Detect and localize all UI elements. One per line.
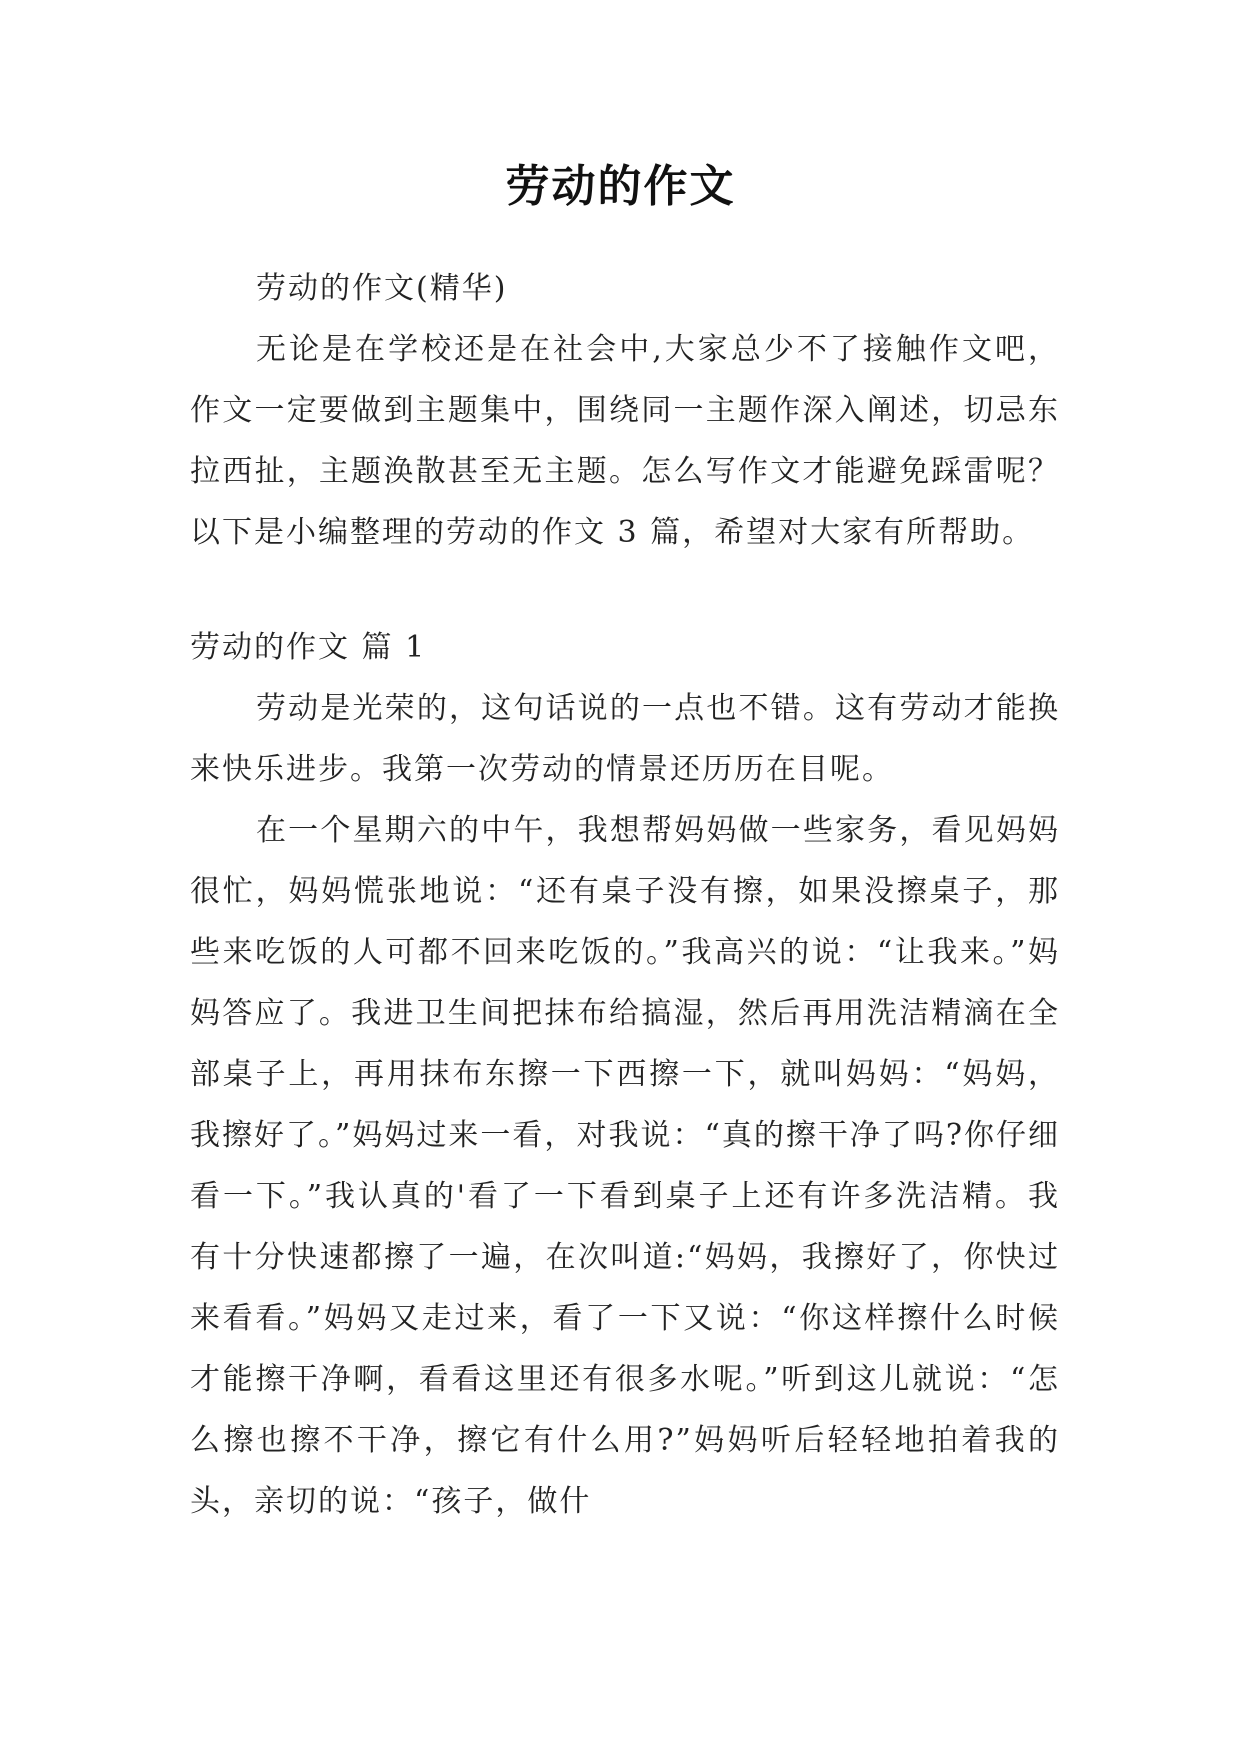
section-heading: 劳动的作文 篇 1 (190, 630, 427, 665)
intro-paragraph: 无论是在学校还是在社会中,大家总少不了接触作文吧，作文一定要做到主题集中，围绕同一主题作深入阐述，切忌东拉西扯，主题涣散甚至无主题。怎么写作文才能避免踩雷呢？以下是小编整理的劳动的作文 3 篇，希望对大家有所帮助。 (190, 332, 1060, 550)
document-subtitle: 劳动的作文(精华) (256, 271, 508, 306)
section-spacer (190, 563, 1060, 617)
body-paragraph: 在一个星期六的中午，我想帮妈妈做一些家务，看见妈妈很忙，妈妈慌张地说：“还有桌子没有擦，如果没擦桌子，那些来吃饭的人可都不回来吃饭的。”我高兴的说：“让我来。”妈妈答应了。我进卫生间把抹布给搞湿，然后再用洗洁精滴在全部桌子上，再用抹布东擦一下西擦一下，就叫妈妈：“妈妈，我擦好了。”妈妈过来一看，对我说：“真的擦干净了吗?你仔细看一下。”我认真的'看了一下看到桌子上还有许多洗洁精。我有十分快速都擦了一遍，在次叫道:“妈妈，我擦好了，你快过来看看。”妈妈又走过来，看了一下又说：“你这样擦什么时候才能擦干净啊，看看这里还有很多水呢。”听到这儿就说：“怎么擦也擦不干净，擦它有什么用?”妈妈听后轻轻地拍着我的头，亲切的说：“孩子，做什 (190, 813, 1060, 1519)
document-body (190, 258, 1060, 1532)
document-title: 劳动的作文 (505, 161, 736, 212)
body-paragraph: 劳动是光荣的，这句话说的一点也不错。这有劳动才能换来快乐进步。我第一次劳动的情景还历历在目呢。 (190, 691, 1060, 787)
